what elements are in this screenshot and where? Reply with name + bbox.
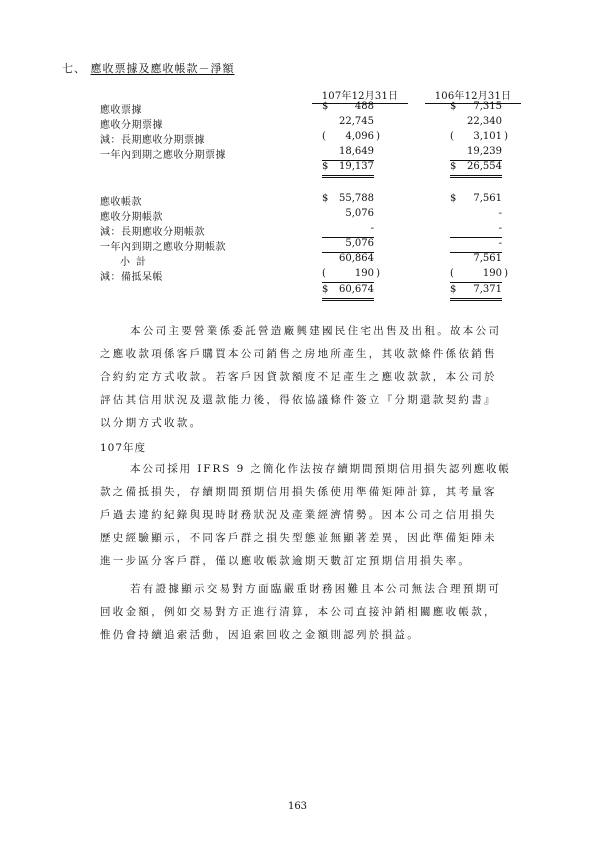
amount-cell xyxy=(322,253,374,267)
amount-value: 4,096 xyxy=(345,131,374,142)
text-line: 以分期方式收款。 xyxy=(100,417,203,429)
close-paren: ) xyxy=(376,131,380,142)
amount-cell xyxy=(450,161,502,178)
amount-cell xyxy=(322,208,374,222)
row-label: 小計 xyxy=(120,257,152,268)
amount-value: 22,340 xyxy=(467,116,502,127)
row-label: 減：備抵呆帳 xyxy=(100,272,163,283)
currency-symbol: $ xyxy=(322,101,329,112)
amount-value: 19,239 xyxy=(467,146,502,157)
amount-value: 5,076 xyxy=(345,208,374,219)
currency-symbol: $ xyxy=(322,284,329,295)
amount-value: - xyxy=(498,208,502,219)
amount-value: 18,649 xyxy=(339,146,374,157)
text-line: 戶過去違約紀錄與現時財務狀況及產業經濟情勢。因本公司之信用損失 xyxy=(100,509,497,521)
close-paren: ) xyxy=(504,268,508,279)
amount-value: 19,137 xyxy=(339,161,374,172)
amount-cell xyxy=(450,116,502,130)
text-line: 合約約定方式收款。若客戶因貸款額度不足產生之應收款款，本公司於 xyxy=(100,371,497,383)
amount-cell xyxy=(450,131,508,145)
amount-value: 60,674 xyxy=(339,284,374,295)
table-row xyxy=(100,116,540,131)
currency-symbol: $ xyxy=(450,101,457,112)
amount-value: 488 xyxy=(354,101,374,112)
row-label: 減：長期應收分期帳款 xyxy=(100,227,205,238)
amount-value: 60,864 xyxy=(339,253,374,264)
subheading-year: 107年度 xyxy=(100,442,147,454)
amount-value: 55,788 xyxy=(339,193,374,204)
currency-symbol: $ xyxy=(322,161,329,172)
amount-value: 190 xyxy=(354,268,374,279)
amount-cell xyxy=(322,284,374,301)
amount-cell xyxy=(322,268,380,283)
table-row xyxy=(100,131,540,146)
row-label: 應收票據 xyxy=(100,105,142,116)
table-row xyxy=(100,208,540,223)
text-line: 之應收款項係客戶購買本公司銷售之房地所產生，其收款條件係依銷售 xyxy=(100,348,497,360)
amount-cell xyxy=(450,223,502,238)
section-heading xyxy=(62,60,235,76)
amount-cell xyxy=(450,284,502,301)
open-paren: ( xyxy=(450,131,454,142)
row-label: 應收分期帳款 xyxy=(100,212,163,223)
table-row xyxy=(100,146,540,161)
text-line: 歷史經驗顯示，不同客戶群之損失型態並無顯著差異，因此準備矩陣未 xyxy=(100,532,497,544)
table-row xyxy=(100,268,540,283)
amount-cell xyxy=(450,238,502,253)
amount-value: - xyxy=(370,223,374,234)
row-label: 一年內到期之應收分期票據 xyxy=(100,150,226,161)
amount-value: 3,101 xyxy=(473,131,502,142)
table-row xyxy=(100,253,540,268)
row-label: 一年內到期之應收分期帳款 xyxy=(100,242,226,253)
currency-symbol: $ xyxy=(450,284,457,295)
amount-value: 7,315 xyxy=(473,101,502,112)
amount-value: 26,554 xyxy=(467,161,502,172)
amount-cell xyxy=(450,146,502,161)
column-header-2018: 107年12月31日 xyxy=(312,87,408,104)
open-paren: ( xyxy=(322,268,326,279)
amount-cell xyxy=(450,253,502,267)
open-paren: ( xyxy=(450,268,454,279)
amount-cell xyxy=(322,193,374,207)
amount-value: - xyxy=(498,223,502,234)
amount-cell xyxy=(322,161,374,178)
section-title: 應收票據及應收帳款－淨額 xyxy=(90,62,235,75)
row-label: 減：長期應收分期票據 xyxy=(100,135,205,146)
table-row xyxy=(100,223,540,238)
amount-cell xyxy=(450,268,508,283)
row-label: 應收帳款 xyxy=(100,197,142,208)
amount-value: 7,371 xyxy=(473,284,502,295)
column-header-2017: 106年12月31日 xyxy=(425,87,521,104)
close-paren: ) xyxy=(504,131,508,142)
amount-cell xyxy=(450,101,502,115)
amount-cell xyxy=(322,101,374,115)
text-line: 評估其信用狀況及還款能力後，得依協議條件簽立『分期還款契約書』 xyxy=(100,394,497,406)
amount-cell xyxy=(322,238,374,253)
amount-cell xyxy=(450,193,502,207)
amount-cell xyxy=(322,223,374,238)
paragraph-writeoff xyxy=(100,578,540,647)
text-line: 款之備抵損失，存續期間預期信用損失係使用準備矩陣計算，其考量客 xyxy=(100,486,497,498)
amount-value: 7,561 xyxy=(473,193,502,204)
page-number: 163 xyxy=(287,801,308,812)
open-paren: ( xyxy=(322,131,326,142)
amount-value: 190 xyxy=(482,268,502,279)
table-row xyxy=(100,193,540,208)
section-number: 七、 xyxy=(62,62,86,75)
amount-cell xyxy=(450,208,502,222)
text-line: 回收金額，例如交易對方正進行清算，本公司直接沖銷相關應收帳款， xyxy=(100,606,497,618)
amount-cell xyxy=(322,116,374,130)
text-line: 本公司主要營業係委託營造廠興建國民住宅出售及出租。故本公司 xyxy=(130,325,502,337)
amount-cell xyxy=(322,131,380,145)
close-paren: ) xyxy=(376,268,380,279)
currency-symbol: $ xyxy=(322,193,329,204)
currency-symbol: $ xyxy=(450,161,457,172)
text-line: 本公司採用 IFRS 9 之簡化作法按存續期間預期信用損失認列應收帳 xyxy=(130,463,511,475)
row-label: 應收分期票據 xyxy=(100,120,163,131)
text-line: 進一步區分客戶群，僅以應收帳款逾期天數訂定預期信用損失率。 xyxy=(100,555,472,567)
amount-value: - xyxy=(498,238,502,249)
amount-value: 7,561 xyxy=(473,253,502,264)
amount-value: 22,745 xyxy=(339,116,374,127)
paragraph-receivables-policy xyxy=(100,320,540,435)
amount-value: 5,076 xyxy=(345,238,374,249)
currency-symbol: $ xyxy=(450,193,457,204)
table-row xyxy=(100,161,540,176)
amount-cell xyxy=(322,146,374,161)
table-row xyxy=(100,284,540,299)
table-row xyxy=(100,101,540,116)
text-line: 若有證據顯示交易對方面臨嚴重財務困難且本公司無法合理預期可 xyxy=(130,583,502,595)
paragraph-ifrs9 xyxy=(100,458,540,573)
table-row xyxy=(100,238,540,253)
text-line: 惟仍會持續追索活動，因追索回收之金額則認列於損益。 xyxy=(100,629,420,641)
